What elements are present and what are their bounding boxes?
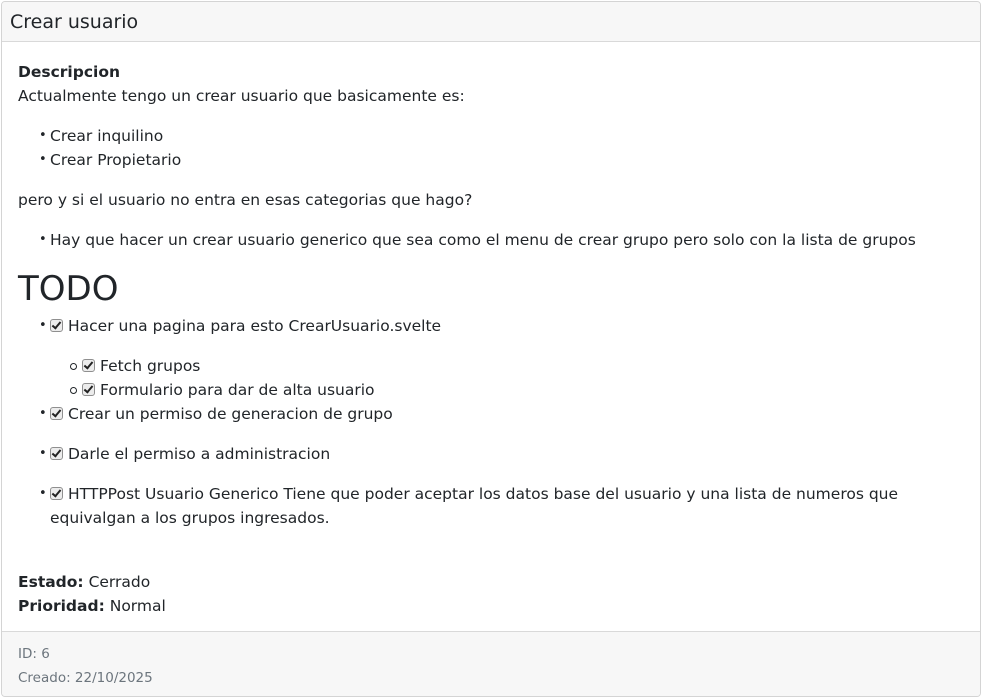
task-label: Hacer una pagina para esto CrearUsuario.svelte [68,317,442,335]
status-row [18,570,964,594]
list-item: • Hay que hacer un crear usuario generico que sea como el menu de crear grupo pero solo con la lista de grupos [18,228,964,252]
card-footer [2,631,980,696]
subtask-label: Fetch grupos [100,357,201,375]
status-label: Estado: [18,573,84,591]
status-value: Cerrado [88,573,151,591]
user-types-list [18,124,964,172]
task-item [18,442,964,466]
task-checkbox[interactable] [50,447,63,460]
subtask-item [50,378,964,402]
issue-meta [18,570,964,618]
task-label: Darle el permiso a administracion [68,445,331,463]
description-question: pero y si el usuario no entra en esas categorias que hago? [18,191,473,209]
task-label: HTTPPost Usuario Generico Tiene que poder aceptar los datos base del usuario y una lista de numeros que equivalgan a los grupos ingresados. [50,485,899,527]
priority-value: Normal [109,597,166,615]
subtask-item [50,354,964,378]
card-body [2,42,980,618]
task-checkbox[interactable] [50,319,63,332]
subtask-list [50,354,964,402]
card-header [2,2,980,42]
subtask-checkbox[interactable] [82,383,95,396]
task-checkbox[interactable] [50,407,63,420]
list-item: • Crear inquilino [18,124,964,148]
task-list [18,314,964,530]
task-item [18,402,964,426]
task-label: Crear un permiso de generacion de grupo [68,405,393,423]
list-item: • Crear Propietario [18,148,964,172]
task-checkbox[interactable] [50,487,63,500]
answer-list [18,228,964,252]
priority-row [18,594,964,618]
subtask-label: Formulario para dar de alta usuario [100,381,375,399]
task-item [18,482,964,530]
todo-heading: TODO [18,269,119,309]
subtask-checkbox[interactable] [82,359,95,372]
issue-card [1,1,981,697]
task-item [18,314,964,402]
issue-title: Crear usuario [10,10,139,33]
priority-label: Prioridad: [18,597,105,615]
issue-created-date: Creado: 22/10/2025 [18,670,153,686]
description-label: Descripcion [18,63,121,81]
description-intro: Actualmente tengo un crear usuario que basicamente es: [18,87,465,105]
issue-id: ID: 6 [18,646,50,662]
